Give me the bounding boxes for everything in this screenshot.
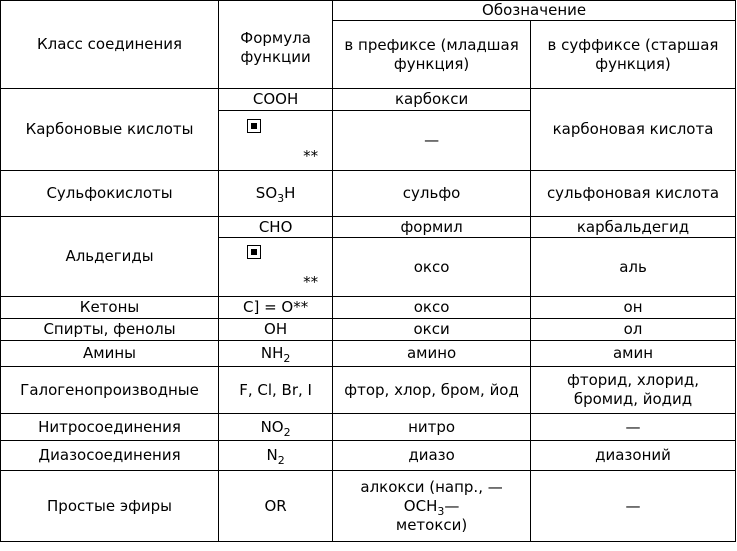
formula-end: H xyxy=(284,184,296,202)
class-name: Нитросоединения xyxy=(1,414,219,441)
class-name: Диазосоединения xyxy=(1,441,219,471)
class-name: Амины xyxy=(1,341,219,367)
formula xyxy=(219,238,333,297)
table-row xyxy=(1,367,736,414)
prefix: — xyxy=(333,111,531,171)
double-star: ** xyxy=(303,146,319,165)
prefix-line xyxy=(335,497,528,516)
formula xyxy=(219,441,333,471)
formula-main: SO xyxy=(255,184,278,202)
suffix: амин xyxy=(531,341,736,367)
suffix: ол xyxy=(531,319,736,341)
suffix: — xyxy=(531,414,736,441)
prefix xyxy=(333,471,531,542)
prefix: оксо xyxy=(333,238,531,297)
suffix: он xyxy=(531,297,736,319)
suffix: — xyxy=(531,471,736,542)
formula: C] = O** xyxy=(219,297,333,319)
formula xyxy=(219,414,333,441)
formula: OR xyxy=(219,471,333,542)
formula-main: N xyxy=(266,446,278,464)
formula-main: NH xyxy=(260,344,284,362)
class-name: Сульфокислоты xyxy=(1,171,219,217)
suffix: карбоновая кислота xyxy=(531,89,736,171)
formula-image-icon xyxy=(247,119,261,133)
prefix: оксо xyxy=(333,297,531,319)
table-row xyxy=(1,297,736,319)
formula-subscript: 2 xyxy=(277,454,285,467)
header-prefix: в префиксе (младшая функция) xyxy=(333,21,531,89)
header-designation: Обозначение xyxy=(333,1,736,21)
table-row xyxy=(1,341,736,367)
table-row xyxy=(1,319,736,341)
class-name: Кетоны xyxy=(1,297,219,319)
dash: — xyxy=(444,496,460,515)
formula: COOH xyxy=(219,89,333,111)
prefix-line: метокси) xyxy=(395,515,468,534)
prefix: формил xyxy=(333,217,531,238)
header-suffix: в суффиксе (старшая функция) xyxy=(531,21,736,89)
suffix: аль xyxy=(531,238,736,297)
table-row xyxy=(1,1,736,21)
prefix: амино xyxy=(333,341,531,367)
table-row xyxy=(1,171,736,217)
prefix: диазо xyxy=(333,441,531,471)
suffix: фторид, хлорид, бромид, йодид xyxy=(531,367,736,414)
formula: CHO xyxy=(219,217,333,238)
formula xyxy=(219,341,333,367)
formula-subscript: 2 xyxy=(283,425,291,439)
formula-subscript: 3 xyxy=(437,504,445,518)
prefix: фтор, хлор, бром, йод xyxy=(333,367,531,414)
class-name: Галогенопроизводные xyxy=(1,367,219,414)
prefix-line: алкокси (напр., — xyxy=(360,477,503,496)
prefix: нитро xyxy=(333,414,531,441)
class-name: Карбоновые кислоты xyxy=(1,89,219,171)
table-row xyxy=(1,471,736,542)
class-name: Простые эфиры xyxy=(1,471,219,542)
formula-main: NO xyxy=(260,417,284,436)
class-name: Спирты, фенолы xyxy=(1,319,219,341)
table-row xyxy=(1,414,736,441)
double-star: ** xyxy=(303,273,319,291)
prefix: сульфо xyxy=(333,171,531,217)
formula: F, Cl, Br, I xyxy=(219,367,333,414)
prefix: окси xyxy=(333,319,531,341)
header-formula: Формула функции xyxy=(219,1,333,89)
table-row xyxy=(1,441,736,471)
header-class: Класс соединения xyxy=(1,1,219,89)
suffix: карбальдегид xyxy=(531,217,736,238)
table-row xyxy=(1,89,736,111)
formula-subscript: 3 xyxy=(277,192,285,205)
formula-main: OCH xyxy=(403,496,438,515)
prefix: карбокси xyxy=(333,89,531,111)
formula-image-icon xyxy=(247,245,261,259)
formula xyxy=(219,111,333,171)
suffix: сульфоновая кислота xyxy=(531,171,736,217)
formula xyxy=(219,171,333,217)
formula-subscript: 2 xyxy=(283,352,291,365)
class-name: Альдегиды xyxy=(1,217,219,297)
table-row xyxy=(1,217,736,238)
suffix: диазоний xyxy=(531,441,736,471)
formula: OH xyxy=(219,319,333,341)
